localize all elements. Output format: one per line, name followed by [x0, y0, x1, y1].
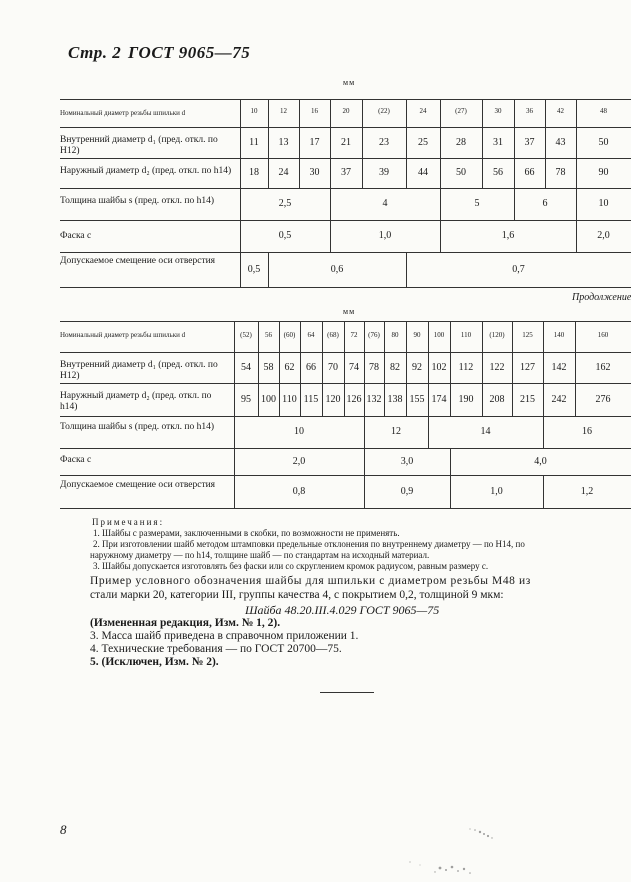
- table2-chamfer-cell: 4,0: [534, 455, 547, 467]
- table1-outer-cell: 66: [524, 167, 535, 178]
- table1-chamfer-cell: 0,5: [278, 230, 292, 241]
- table1-inner-cell: 28: [456, 136, 466, 148]
- table1-offset-cell: 0,7: [512, 263, 525, 275]
- table2-hline: [60, 475, 631, 476]
- table1-outer-cell: 90: [598, 167, 609, 178]
- example-line-2: стали марки 20, категории III, группы качества 4, с покрытием 0,2, толщиной 9 мкм:: [90, 589, 504, 601]
- table2-inner-cell: 58: [263, 361, 274, 373]
- table2-outer-cell: 276: [595, 393, 611, 405]
- table1-outer-cell: 18: [249, 167, 259, 178]
- table2-hline: [60, 352, 631, 353]
- table1-chamfer-cell: 1,6: [501, 230, 515, 241]
- table1-offset-cell: 0,5: [247, 263, 261, 275]
- table2-label-thickness: Толщина шайбы s (пред. откл. по h14): [60, 422, 214, 432]
- table1-inner-cell: 23: [379, 136, 389, 148]
- table1-outer-cell: 50: [456, 167, 466, 178]
- table2-outer-cell: 95: [241, 393, 251, 405]
- note-1: 1. Шайбы с размерами, заключенными в скобки, по возможности не применять.: [93, 528, 400, 538]
- table1-label-outer: Наружный диаметр d₂ (пред. откл. по h14): [60, 166, 232, 176]
- table2-outer-cell: 120: [325, 393, 341, 405]
- table2-diameter-cell: 56: [265, 330, 272, 339]
- table2-inner-cell: 74: [349, 361, 359, 373]
- table2-diameter-cell: 110: [460, 330, 472, 339]
- table2-offset-cell: 0,8: [292, 485, 306, 497]
- table1-diameter-cell: 42: [557, 107, 564, 115]
- table1-offset-cell: 0,6: [330, 263, 344, 275]
- table2-thickness-cell: 12: [391, 426, 401, 437]
- table2-inner-cell: 82: [390, 361, 400, 373]
- table2-units: мм: [343, 307, 356, 316]
- table1-thickness-cell: 5: [474, 198, 480, 209]
- item-4: 4. Технические требования — по ГОСТ 20700—75.: [90, 643, 342, 655]
- edition-note: (Измененная редакция, Изм. № 1, 2).: [90, 617, 281, 629]
- table1-chamfer-cell: 1,0: [378, 230, 392, 241]
- table2-outer-cell: 155: [409, 393, 425, 405]
- table2-diameter-cell: 125: [522, 330, 533, 339]
- table1-diameter-cell: 24: [419, 107, 427, 115]
- table1-inner-cell: 11: [249, 136, 259, 148]
- table1-inner-cell: 21: [341, 136, 351, 148]
- note-3: 3. Шайбы допускается изготовлять без фаски или со скруглением кромок радиусом, равным размеру c.: [93, 561, 489, 571]
- table1-outer-cell: 78: [555, 167, 566, 178]
- table2-diameter-cell: (68): [327, 330, 339, 339]
- item-5: 5. (Исключен, Изм. № 2).: [90, 656, 219, 668]
- table1-outer-cell: 24: [278, 167, 289, 178]
- item-3: 3. Масса шайб приведена в справочном приложении 1.: [90, 630, 359, 642]
- table2-diameter-cell: 90: [413, 330, 421, 339]
- table1-vline: [240, 99, 241, 287]
- table2-thickness-cell: 16: [582, 426, 592, 437]
- table1-thickness-cell: 10: [598, 198, 609, 209]
- table2-outer-cell: 174: [431, 393, 447, 405]
- table2-label-offset: Допускаемое смещение оси отверстия: [60, 480, 216, 490]
- table1-hline: [60, 252, 631, 253]
- table2-inner-cell: 102: [431, 361, 447, 373]
- table2-outer-cell: 110: [282, 393, 297, 405]
- scan-smudge: [380, 820, 520, 880]
- table2-vline: [234, 321, 235, 508]
- table2-hline: [60, 321, 631, 322]
- table2-diameter-cell: 64: [307, 330, 315, 339]
- table1-label-offset: Допускаемое смещение оси отверстия: [60, 256, 216, 266]
- table1-thickness-cell: 6: [542, 198, 548, 209]
- table2-outer-cell: 126: [346, 393, 362, 405]
- table1-inner-cell: 43: [555, 136, 566, 148]
- table2-outer-cell: 132: [366, 393, 382, 405]
- table2-inner-cell: 62: [284, 361, 295, 373]
- table2-diameter-cell: 100: [433, 330, 445, 339]
- table1-hline: [60, 220, 631, 221]
- table1-hline: [60, 287, 631, 288]
- table2-hline: [60, 416, 631, 417]
- table2-inner-cell: 92: [412, 361, 422, 373]
- note-2a: 2. При изготовлении шайб методом штамповки предельные отклонения по внутреннему диаметру — по H14, по: [93, 539, 525, 549]
- table2-outer-cell: 115: [303, 393, 319, 405]
- page-number-footer: 8: [60, 822, 67, 837]
- table1-label-thickness: Толщина шайбы s (пред. откл. по h14): [60, 196, 214, 206]
- table2-label-outer: Наружный диаметр d₂ (пред. откл. по h14): [60, 391, 212, 412]
- table1-diameter-cell: 12: [280, 107, 287, 115]
- table2-offset-cell: 1,0: [490, 485, 503, 497]
- table2-offset-cell: 0,9: [400, 485, 414, 497]
- table2-outer-cell: 190: [458, 393, 474, 405]
- table1-diameter-cell: (27): [455, 107, 467, 115]
- table2-diameter-cell: (52): [240, 330, 252, 339]
- standard-number: ГОСТ 9065—75: [128, 43, 251, 62]
- table1-inner-cell: 17: [309, 136, 320, 148]
- table1-units: мм: [343, 78, 356, 87]
- table2-diameter-cell: 140: [553, 330, 565, 339]
- table2-hline: [60, 448, 631, 449]
- table2-thickness-cell: 14: [480, 426, 491, 437]
- table1-diameter-cell: 16: [311, 107, 318, 115]
- table2-inner-cell: 78: [369, 361, 379, 373]
- table2-diameter-cell: (60): [283, 330, 296, 339]
- example-designation: Шайба 48.20.III.4.029 ГОСТ 9065—75: [245, 603, 440, 617]
- table2-diameter-cell: 160: [597, 330, 609, 339]
- table2-outer-cell: 100: [261, 393, 276, 405]
- table1-inner-cell: 50: [598, 136, 609, 148]
- table2-inner-cell: 112: [458, 361, 474, 373]
- table1-inner-cell: 13: [278, 136, 289, 148]
- table1-thickness-cell: 2,5: [278, 198, 292, 209]
- table1-outer-cell: 44: [418, 167, 428, 178]
- table1-chamfer-cell: 2,0: [597, 230, 610, 241]
- notes-title: Примечания:: [92, 517, 165, 527]
- table2-label-inner: Внутренний диаметр d₁ (пред. откл. по H12): [60, 360, 218, 381]
- table1-hline: [60, 188, 631, 189]
- table1-diameter-cell: (22): [378, 107, 390, 115]
- end-rule: [320, 692, 374, 693]
- table1-label-inner: Внутренний диаметр d₁ (пред. откл. по H12): [60, 135, 218, 156]
- table2-label-nominal: Номинальный диаметр резьбы шпильки d: [60, 331, 186, 339]
- page-number-header: Стр. 2: [68, 43, 122, 62]
- table2-label-chamfer: Фаска c: [60, 455, 92, 465]
- table2-diameter-cell: (120): [489, 330, 505, 339]
- table2-diameter-cell: (76): [368, 330, 380, 339]
- table1-label-nominal: Номинальный диаметр резьбы шпильки d: [60, 109, 186, 117]
- table2-inner-cell: 54: [241, 361, 251, 373]
- table2-outer-cell: 215: [520, 393, 535, 405]
- table1-label-chamfer: Фаска c: [60, 231, 92, 241]
- table1-thickness-cell: 4: [382, 198, 388, 209]
- table2-chamfer-cell: 2,0: [292, 455, 306, 467]
- continuation-label: Продолжение: [572, 292, 631, 303]
- table1-inner-cell: 25: [418, 136, 428, 148]
- table1-inner-cell: 31: [493, 136, 503, 148]
- note-2b: наружному диаметру — по h14, толщине шайб — по стандартам на исходный материал.: [90, 550, 430, 560]
- table1-outer-cell: 37: [341, 167, 351, 178]
- table2-inner-cell: 142: [551, 361, 567, 373]
- table2-thickness-cell: 10: [294, 426, 304, 437]
- table1-diameter-cell: 20: [342, 107, 350, 115]
- table2-diameter-cell: 80: [391, 330, 399, 339]
- example-line-1: Пример условного обозначения шайбы для шпильки с диаметром резьбы M48 из: [90, 575, 531, 587]
- table2-hline: [60, 383, 631, 384]
- table2-chamfer-cell: 3,0: [400, 455, 414, 467]
- table2-outer-cell: 242: [551, 393, 567, 405]
- table2-outer-cell: 138: [387, 393, 403, 405]
- table1-outer-cell: 30: [309, 167, 320, 178]
- table2-inner-cell: 66: [306, 361, 316, 373]
- table2-diameter-cell: 72: [350, 330, 358, 339]
- table1-diameter-cell: 36: [526, 107, 533, 115]
- table1-inner-cell: 37: [524, 136, 535, 148]
- table1-diameter-cell: 10: [250, 107, 258, 115]
- table2-inner-cell: 70: [328, 361, 338, 373]
- table1-outer-cell: 39: [379, 167, 389, 178]
- table1-diameter-cell: 48: [600, 107, 607, 115]
- table2-offset-cell: 1,2: [580, 485, 594, 497]
- table1-diameter-cell: 30: [494, 107, 502, 115]
- table2-outer-cell: 208: [489, 393, 505, 405]
- table2-inner-cell: 122: [489, 361, 505, 373]
- table1-outer-cell: 56: [493, 167, 503, 178]
- table2-hline: [60, 508, 631, 509]
- table2-inner-cell: 162: [595, 361, 611, 373]
- table2-inner-cell: 127: [520, 361, 535, 373]
